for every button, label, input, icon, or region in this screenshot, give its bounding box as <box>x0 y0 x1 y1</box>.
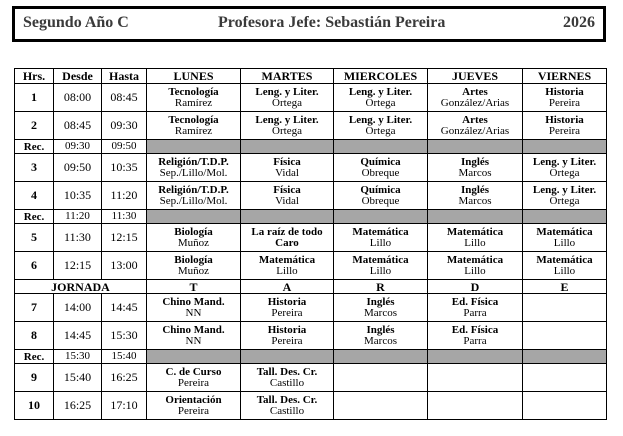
break-fill <box>147 210 241 224</box>
subject-name: Leng. y Liter. <box>532 155 597 168</box>
subject-name: Chino Mand. <box>162 295 225 308</box>
period-number: 1 <box>15 84 54 112</box>
class-period-row <box>15 364 607 392</box>
class-cell <box>241 224 334 252</box>
class-cell <box>334 364 428 392</box>
class-period-row <box>15 224 607 252</box>
schedule-table <box>14 68 607 420</box>
subject-name: Leng. y Liter. <box>348 85 413 98</box>
break-end-time: 15:40 <box>102 350 147 364</box>
class-cell <box>241 392 334 420</box>
break-label: Rec. <box>15 140 54 154</box>
start-time: 10:35 <box>54 182 102 210</box>
break-end-time: 11:30 <box>102 210 147 224</box>
subject-name: Matemática <box>446 225 504 238</box>
break-start-time: 15:30 <box>54 350 102 364</box>
subject-name: Matemática <box>352 253 409 266</box>
schedule-header <box>12 6 606 42</box>
teacher-name: Pereira <box>177 376 210 389</box>
class-cell <box>428 224 523 252</box>
end-time: 08:45 <box>102 84 147 112</box>
class-period-row <box>15 154 607 182</box>
jornada-letter: E <box>523 280 607 294</box>
break-fill <box>523 140 607 154</box>
class-cell <box>147 224 241 252</box>
class-cell <box>334 224 428 252</box>
class-period-row <box>15 392 607 420</box>
afternoon-separator-row <box>15 280 607 294</box>
class-cell <box>428 112 523 140</box>
class-cell <box>241 294 334 322</box>
class-cell <box>523 84 607 112</box>
end-time: 09:30 <box>102 112 147 140</box>
class-cell <box>241 252 334 280</box>
subject-name: Inglés <box>460 155 490 168</box>
break-label: Rec. <box>15 350 54 364</box>
subject-name: Física <box>273 183 301 196</box>
class-cell <box>523 224 607 252</box>
period-number: 9 <box>15 364 54 392</box>
class-cell <box>428 154 523 182</box>
period-number: 2 <box>15 112 54 140</box>
teacher-name: Obreque <box>361 166 400 179</box>
break-label: Rec. <box>15 210 54 224</box>
period-number: 10 <box>15 392 54 420</box>
subject-name: Orientación <box>165 393 222 406</box>
subject-name: Matemática <box>446 253 504 266</box>
class-cell <box>147 294 241 322</box>
subject-name: Inglés <box>366 323 395 336</box>
teacher-name: Parra <box>463 334 487 347</box>
header-row <box>15 69 607 84</box>
end-time: 17:10 <box>102 392 147 420</box>
teacher-name: Lillo <box>369 236 392 249</box>
end-time: 15:30 <box>102 322 147 350</box>
class-cell <box>523 252 607 280</box>
class-period-row <box>15 294 607 322</box>
class-period-row <box>15 84 607 112</box>
jornada-letter: D <box>428 280 523 294</box>
break-start-time: 09:30 <box>54 140 102 154</box>
teacher-name: Pereira <box>271 306 303 319</box>
break-fill <box>428 350 523 364</box>
subject-name: Historia <box>267 323 307 336</box>
subject-name: Ed. Física <box>451 323 499 336</box>
class-cell <box>523 112 607 140</box>
end-time: 13:00 <box>102 252 147 280</box>
column-header: JUEVES <box>428 69 523 84</box>
break-fill <box>334 140 428 154</box>
class-period-row <box>15 322 607 350</box>
teacher-name: Ramírez <box>174 96 213 109</box>
subject-name: Ed. Física <box>451 295 499 308</box>
teacher-name: Pereira <box>548 96 581 109</box>
class-cell <box>147 322 241 350</box>
teacher-name: Obreque <box>361 194 400 207</box>
teacher-name: Ortega <box>549 194 580 207</box>
break-fill <box>334 210 428 224</box>
start-time: 14:00 <box>54 294 102 322</box>
teacher-name: Lillo <box>553 236 576 249</box>
teacher-name: Lillo <box>369 264 392 277</box>
teacher-name: Pereira <box>177 404 210 417</box>
end-time: 16:25 <box>102 364 147 392</box>
teacher-name: Lillo <box>464 236 486 249</box>
column-header: LUNES <box>147 69 241 84</box>
subject-name: Química <box>360 155 401 168</box>
end-time: 12:15 <box>102 224 147 252</box>
subject-name: Leng. y Liter. <box>348 113 413 126</box>
period-number: 7 <box>15 294 54 322</box>
class-cell <box>147 112 241 140</box>
head-teacher: Profesora Jefe: Sebastián Pereira <box>218 14 446 31</box>
start-time: 12:15 <box>54 252 102 280</box>
period-number: 4 <box>15 182 54 210</box>
break-fill <box>428 210 523 224</box>
class-cell <box>428 364 523 392</box>
jornada-letter: A <box>241 280 334 294</box>
break-fill <box>334 350 428 364</box>
jornada-letter: R <box>334 280 428 294</box>
teacher-name: Ortega <box>549 166 580 179</box>
teacher-name: González/Arias <box>440 96 510 109</box>
subject-name: Tecnología <box>168 113 219 126</box>
break-fill <box>523 210 607 224</box>
teacher-name: Lillo <box>276 264 298 277</box>
class-cell <box>147 252 241 280</box>
subject-name: Religión/T.D.P. <box>158 155 229 168</box>
class-cell <box>523 294 607 322</box>
class-cell <box>428 322 523 350</box>
column-header: Hrs. <box>15 69 54 84</box>
break-row <box>15 210 607 224</box>
subject-name: Inglés <box>460 183 490 196</box>
subject-name: Leng. y Liter. <box>532 183 597 196</box>
subject-name: Matemática <box>536 253 593 266</box>
class-cell <box>334 322 428 350</box>
subject-name: La raíz de todo <box>251 225 323 238</box>
class-cell <box>147 364 241 392</box>
class-cell <box>523 392 607 420</box>
teacher-name: NN <box>185 334 202 347</box>
class-cell <box>428 294 523 322</box>
break-fill <box>241 210 334 224</box>
class-period-row <box>15 252 607 280</box>
start-time: 15:40 <box>54 364 102 392</box>
teacher-name: Ortega <box>272 96 302 109</box>
class-cell <box>241 364 334 392</box>
class-cell <box>523 322 607 350</box>
teacher-name: Marcos <box>364 306 397 319</box>
break-row <box>15 350 607 364</box>
column-header: Desde <box>54 69 102 84</box>
subject-name: Leng. y Liter. <box>255 113 319 126</box>
teacher-name: Castillo <box>269 376 305 389</box>
teacher-name: Ortega <box>365 124 396 137</box>
period-number: 8 <box>15 322 54 350</box>
jornada-label: JORNADA <box>15 280 147 294</box>
start-time: 16:25 <box>54 392 102 420</box>
class-cell <box>334 84 428 112</box>
subject-name: Biología <box>174 225 213 238</box>
class-cell <box>428 182 523 210</box>
class-cell <box>334 112 428 140</box>
subject-name: Artes <box>462 113 488 126</box>
break-start-time: 11:20 <box>54 210 102 224</box>
subject-name: Tecnología <box>168 85 219 98</box>
break-fill <box>241 350 334 364</box>
class-period-row <box>15 182 607 210</box>
period-number: 3 <box>15 154 54 182</box>
subject-name: Historia <box>545 113 584 126</box>
teacher-name: Sep./Lillo/Mol. <box>159 194 228 207</box>
start-time: 08:00 <box>54 84 102 112</box>
teacher-name: Lillo <box>553 264 576 277</box>
subject-name: Química <box>360 183 401 196</box>
break-fill <box>147 350 241 364</box>
class-cell <box>334 294 428 322</box>
course-name: Segundo Año C <box>23 14 129 31</box>
teacher-name: Marcos <box>458 166 492 179</box>
teacher-name: Caro <box>275 236 299 249</box>
subject-name: Historia <box>545 85 584 98</box>
start-time: 08:45 <box>54 112 102 140</box>
subject-name: Chino Mand. <box>162 323 225 336</box>
teacher-name: Ortega <box>365 96 396 109</box>
subject-name: Matemática <box>352 225 409 238</box>
class-cell <box>147 154 241 182</box>
subject-name: Física <box>273 155 301 168</box>
class-period-row <box>15 112 607 140</box>
column-header: VIERNES <box>523 69 607 84</box>
teacher-name: Pereira <box>548 124 581 137</box>
column-header: MARTES <box>241 69 334 84</box>
teacher-name: Ramírez <box>174 124 213 137</box>
break-fill <box>147 140 241 154</box>
class-cell <box>334 154 428 182</box>
break-fill <box>428 140 523 154</box>
subject-name: Historia <box>267 295 307 308</box>
break-row <box>15 140 607 154</box>
teacher-name: NN <box>185 306 202 319</box>
period-number: 5 <box>15 224 54 252</box>
subject-name: Tall. Des. Cr. <box>256 365 318 378</box>
school-year: 2026 <box>563 14 595 31</box>
subject-name: Religión/T.D.P. <box>158 183 229 196</box>
break-fill <box>241 140 334 154</box>
class-cell <box>334 182 428 210</box>
subject-name: Matemática <box>258 253 316 266</box>
teacher-name: Muñoz <box>177 236 210 249</box>
class-cell <box>523 364 607 392</box>
teacher-name: Marcos <box>458 194 492 207</box>
end-time: 14:45 <box>102 294 147 322</box>
teacher-name: Pereira <box>271 334 303 347</box>
start-time: 14:45 <box>54 322 102 350</box>
class-cell <box>241 84 334 112</box>
teacher-name: González/Arias <box>440 124 510 137</box>
period-number: 6 <box>15 252 54 280</box>
end-time: 10:35 <box>102 154 147 182</box>
class-cell <box>241 154 334 182</box>
jornada-letter: T <box>147 280 241 294</box>
class-cell <box>147 392 241 420</box>
break-end-time: 09:50 <box>102 140 147 154</box>
teacher-name: Sep./Lillo/Mol. <box>159 166 228 179</box>
column-header: MIERCOLES <box>334 69 428 84</box>
teacher-name: Marcos <box>364 334 397 347</box>
teacher-name: Lillo <box>464 264 486 277</box>
start-time: 09:50 <box>54 154 102 182</box>
class-cell <box>428 84 523 112</box>
subject-name: Leng. y Liter. <box>255 85 319 98</box>
subject-name: Matemática <box>536 225 593 238</box>
class-cell <box>334 252 428 280</box>
class-cell <box>241 322 334 350</box>
class-cell <box>147 84 241 112</box>
teacher-name: Parra <box>463 306 487 319</box>
class-cell <box>334 392 428 420</box>
teacher-name: Muñoz <box>177 264 210 277</box>
class-cell <box>147 182 241 210</box>
class-cell <box>428 392 523 420</box>
class-cell <box>241 112 334 140</box>
teacher-name: Vidal <box>275 194 299 207</box>
class-cell <box>241 182 334 210</box>
column-header: Hasta <box>102 69 147 84</box>
break-fill <box>523 350 607 364</box>
end-time: 11:20 <box>102 182 147 210</box>
teacher-name: Castillo <box>269 404 305 417</box>
class-cell <box>523 154 607 182</box>
subject-name: Tall. Des. Cr. <box>256 393 318 406</box>
subject-name: C. de Curso <box>165 365 222 378</box>
class-cell <box>428 252 523 280</box>
subject-name: Artes <box>462 85 488 98</box>
teacher-name: Ortega <box>272 124 302 137</box>
subject-name: Biología <box>174 253 213 266</box>
subject-name: Inglés <box>366 295 395 308</box>
teacher-name: Vidal <box>275 166 299 179</box>
start-time: 11:30 <box>54 224 102 252</box>
class-cell <box>523 182 607 210</box>
